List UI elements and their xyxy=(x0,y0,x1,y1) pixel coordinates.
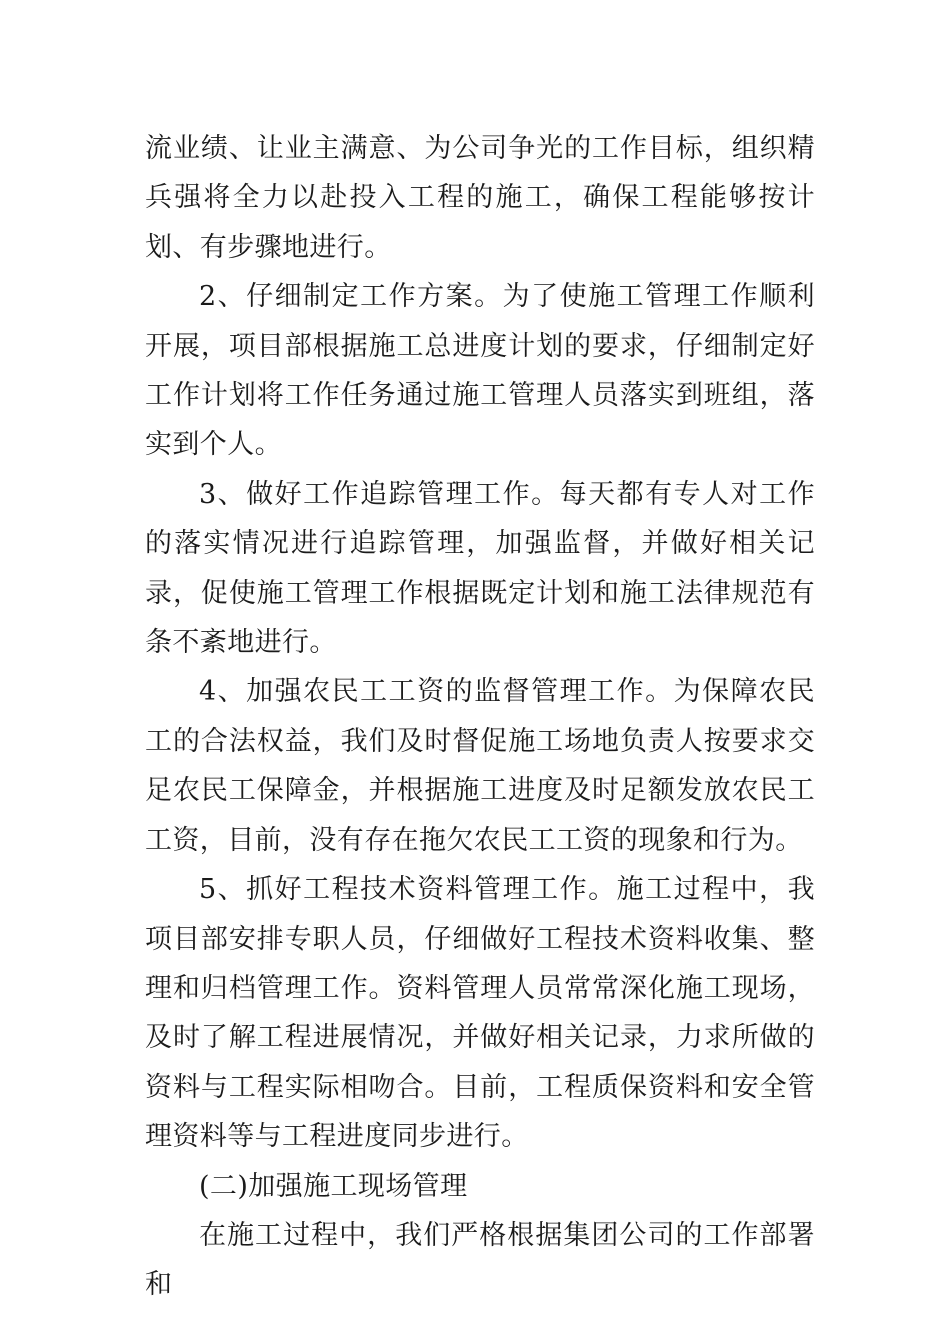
section-heading-site-management: (二)加强施工现场管理 xyxy=(199,1170,468,1202)
paragraph-item-2-work-plan: 2、仔细制定工作方案。为了使施工管理工作顺利开展，项目部根据施工总进度计划的要求，仔细制定好工作计划将工作任务通过施工管理人员落实到班组，落实到个人。 xyxy=(145,281,815,461)
paragraph-site-management-intro: 在施工过程中，我们严格根据集团公司的工作部署和 xyxy=(145,1219,815,1301)
paragraph-item-5-technical-data: 5、抓好工程技术资料管理工作。施工过程中，我项目部安排专职人员，仔细做好工程技术资料收集、整理和归档管理工作。资料管理人员常常深化施工现场，及时了解工程进展情况，并做好相关记录，力求所做的资料与工程实际相吻合。目前，工程质保资料和安全管理资料等与工程进度同步进行。 xyxy=(145,874,815,1153)
paragraph-item-3-tracking: 3、做好工作追踪管理工作。每天都有专人对工作的落实情况进行追踪管理，加强监督，并做好相关记录，促使施工管理工作根据既定计划和施工法律规范有条不紊地进行。 xyxy=(145,478,815,659)
paragraph-work-goal-continuation: 流业绩、让业主满意、为公司争光的工作目标，组织精兵强将全力以赴投入工程的施工，确保工程能够按计划、有步骤地进行。 xyxy=(145,133,815,263)
document-body xyxy=(145,124,815,1310)
paragraph-item-4-wages: 4、加强农民工工资的监督管理工作。为保障农民工的合法权益，我们及时督促施工场地负责人按要求交足农民工保障金，并根据施工进度及时足额发放农民工工资，目前，没有存在拖欠农民工工资的现象和行为。 xyxy=(145,676,815,856)
